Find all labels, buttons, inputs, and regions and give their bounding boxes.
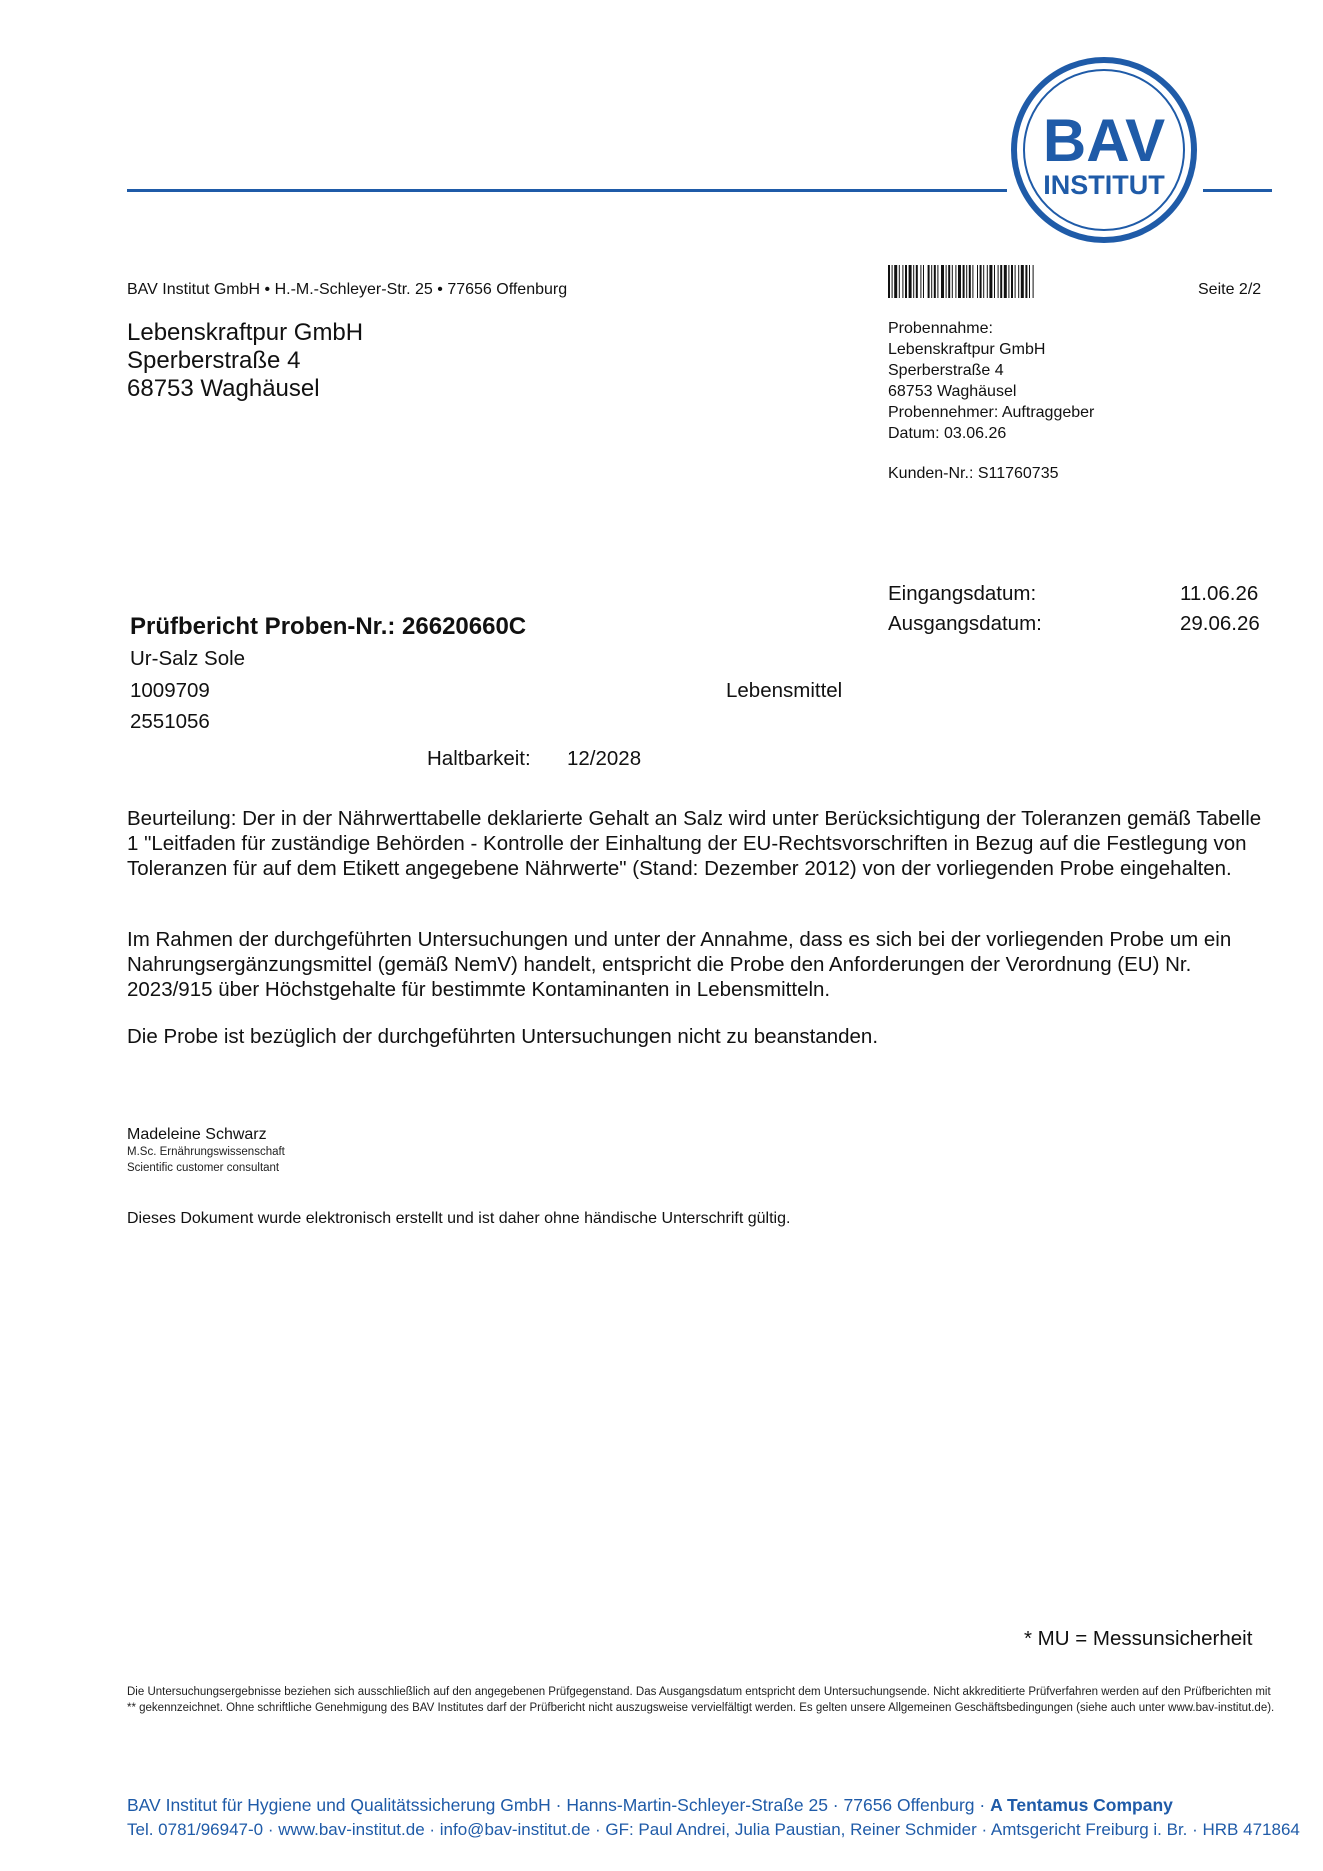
incoming-date-label: Eingangsdatum:	[888, 582, 1037, 605]
report-title: Prüfbericht Proben-Nr.: 26620660C	[130, 613, 527, 640]
logo-text-institut: INSTITUT	[1043, 170, 1165, 200]
signatory-role: Scientific customer consultant	[127, 1162, 280, 1174]
regulation-paragraph: Im Rahmen der durchgeführten Untersuchungen und unter der Annahme, dass es sich bei der vorliegenden Probe um ein Nahrungsergänzungsmittel (gemäß NemV) handelt, entspricht die Probe den Anforderungen der Verordnung (EU) Nr. 2023/915 über Höchstgehalte für bestimmte Kontaminanten in Lebensmitteln.	[127, 928, 1232, 1001]
outgoing-date-value: 29.06.26	[1180, 612, 1260, 635]
product-number-1: 1009709	[130, 679, 210, 702]
recipient-street: Sperberstraße 4	[127, 347, 301, 374]
footer-company-address: BAV Institut für Hygiene und Qualitätssicherung GmbH · Hanns-Martin-Schleyer-Straße 25 · 77656 Offenburg ·	[127, 1795, 991, 1815]
electronic-document-note: Dieses Dokument wurde elektronisch erstellt und ist daher ohne händische Unterschrift gültig.	[127, 1210, 791, 1227]
sampling-city: 68753 Waghäusel	[888, 383, 1017, 400]
page-number: Seite 2/2	[1198, 281, 1262, 298]
product-number-2: 2551056	[130, 710, 210, 733]
product-category: Lebensmittel	[726, 679, 843, 702]
conclusion-paragraph: Die Probe ist bezüglich der durchgeführten Untersuchungen nicht zu beanstanden.	[127, 1025, 879, 1048]
sampling-name: Lebenskraftpur GmbH	[888, 341, 1046, 358]
measurement-uncertainty-note: * MU = Messunsicherheit	[1024, 1627, 1253, 1650]
header-rule-right	[1203, 189, 1272, 192]
product-name: Ur-Salz Sole	[130, 647, 246, 670]
footer-tentamus: A Tentamus Company	[990, 1795, 1173, 1815]
sampling-date: Datum: 03.06.26	[888, 425, 1007, 442]
recipient-name: Lebenskraftpur GmbH	[127, 319, 364, 346]
footer-line-2: Tel. 0781/96947-0 · www.bav-institut.de · info@bav-institut.de · GF: Paul Andrei, Julia Paustian, Reiner Schmider · Amtsgericht Freiburg i. Br. · HRB 471864	[127, 1820, 1300, 1839]
footer-line-1	[127, 1795, 1173, 1816]
sampling-heading: Probennahme:	[888, 320, 993, 337]
header-rule-left	[127, 189, 1007, 192]
bav-institut-logo	[1010, 56, 1198, 244]
legal-disclaimer: Die Untersuchungsergebnisse beziehen sich ausschließlich auf den angegebenen Prüfgegenstand. Das Ausgangsdatum entspricht dem Untersuchungsende. Nicht akkreditierte Prüfverfahren werden auf den Prüfberichten mit ** gekennzeichnet. Ohne schriftliche Genehmigung des BAV Institutes darf der Prüfbericht nicht auszugsweise vervielfältigt werden. Es gelten unsere Allgemeinen Geschäftsbedingungen (siehe auch unter www.bav-institut.de).	[127, 1686, 1275, 1714]
incoming-date-value: 11.06.26	[1180, 582, 1259, 605]
barcode	[888, 265, 1114, 298]
signatory-degree: M.Sc. Ernährungswissenschaft	[127, 1146, 285, 1158]
logo-text-bav: BAV	[1042, 107, 1166, 174]
sampling-sampler: Probennehmer: Auftraggeber	[888, 404, 1095, 421]
recipient-city: 68753 Waghäusel	[127, 375, 320, 402]
customer-number: Kunden-Nr.: S11760735	[888, 465, 1059, 482]
sampling-street: Sperberstraße 4	[888, 362, 1004, 379]
shelf-life-label: Haltbarkeit:	[427, 747, 531, 770]
sender-line: BAV Institut GmbH • H.-M.-Schleyer-Str. 25 • 77656 Offenburg	[127, 281, 568, 298]
signatory-name: Madeleine Schwarz	[127, 1126, 267, 1143]
outgoing-date-label: Ausgangsdatum:	[888, 612, 1042, 635]
shelf-life-value: 12/2028	[567, 747, 642, 770]
assessment-paragraph: Beurteilung: Der in der Nährwerttabelle deklarierte Gehalt an Salz wird unter Berücksichtigung der Toleranzen gemäß Tabelle 1 "Leitfaden für zuständige Behörden - Kontrolle der Einhaltung der EU-Rechtsvorschriften in Bezug auf die Festlegung von Toleranzen für auf dem Etikett angegebene Nährwerte" (Stand: Dezember 2012) von der vorliegenden Probe eingehalten.	[127, 807, 1262, 880]
